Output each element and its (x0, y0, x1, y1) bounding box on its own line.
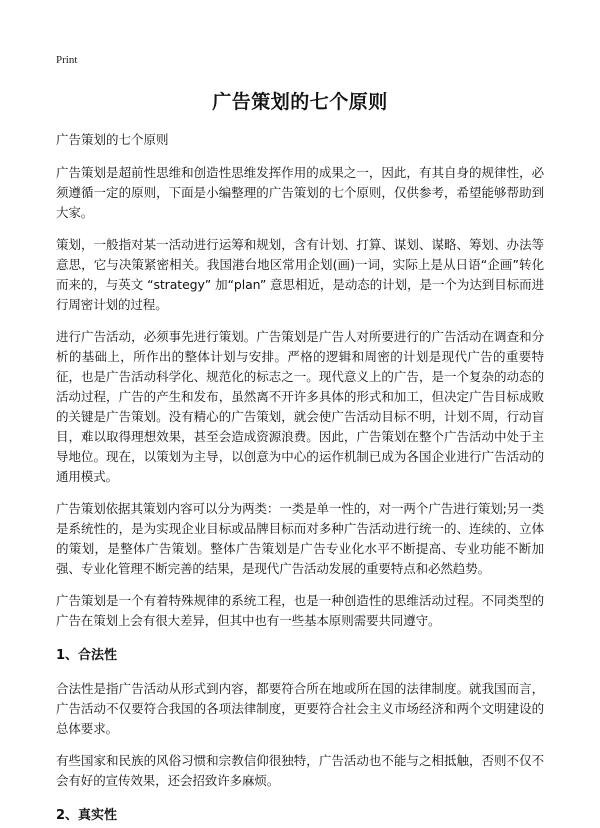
legality-paragraph: 合法性是指广告活动从形式到内容，都要符合所在地或所在国的法律制度。就我国而言，广告活动不仅要符合我国的各项法律制度，更要符合社会主义市场经济和两个文明建设的总体要求。 (56, 681, 544, 736)
article-subtitle: 广告策划的七个原则 (56, 132, 169, 147)
page-title: 广告策划的七个原则 (212, 91, 388, 113)
intro-paragraph: 广告策划是超前性思维和创造性思维发挥作用的成果之一，因此，有其自身的规律性，必须遵循一定的原则，下面是小编整理的广告策划的七个原则，仅供参考，希望能够帮助到大家。 (56, 165, 544, 220)
definition-paragraph: 策划，一般指对某一活动进行运筹和规划，含有计划、打算、谋划、谋略、筹划、办法等意思，它与决策紧密相关。我国港台地区常用企划(画)一词，实际上是从日语“企画”转化而来的，与英文 “strategy” 加“plan” 意思相近，是动态的计划，是一个为达到目标而进行周密计划的过程。 (56, 237, 544, 312)
section-heading-authenticity: 2、真实性 (56, 808, 118, 823)
section-heading-legality: 1、合法性 (56, 648, 118, 663)
print-link[interactable]: Print (56, 54, 78, 66)
classification-paragraph: 广告策划依据其策划内容可以分为两类：一类是单一性的，对一两个广告进行策划;另一类是系统性的，是为实现企业目标或品牌目标而对多种广告活动进行统一的、连续的、立体的策划，是整体广告策划。整体广告策划是广告专业化水平不断提高、专业功能不断加强、专业化管理不断完善的结果，是现代广告活动发展的重要特点和必然趋势。 (56, 501, 544, 576)
importance-paragraph: 进行广告活动，必须事先进行策划。广告策划是广告人对所要进行的广告活动在调查和分析的基础上，所作出的整体计划与安排。严格的逻辑和周密的计划是现代广告的重要特征，也是广告活动科学化、规范化的标志之一。现代意义上的广告，是一个复杂的动态的活动过程，广告的产生和发布，虽然离不开许多具体的形式和加工，但决定广告目标成败的关键是广告策划。没有精心的广告策划，就会使广告活动目标不明，计划不周，行动盲目，难以取得理想效果，甚至会造成资源浪费。因此，广告策划在整个广告活动中处于主导地位。现在，以策划为主导，以创意为中心的运作机制已成为各国企业进行广告活动的通用模式。 (56, 329, 544, 484)
principles-intro-paragraph: 广告策划是一个有着特殊规律的系统工程，也是一种创造性的思维活动过程。不同类型的广告在策划上会有很大差异，但其中也有一些基本原则需要共同遵守。 (56, 593, 544, 628)
customs-paragraph: 有些国家和民族的风俗习惯和宗教信仰很独特，广告活动也不能与之相抵触，否则不仅不会有好的宣传效果，还会招致许多麻烦。 (56, 753, 544, 788)
